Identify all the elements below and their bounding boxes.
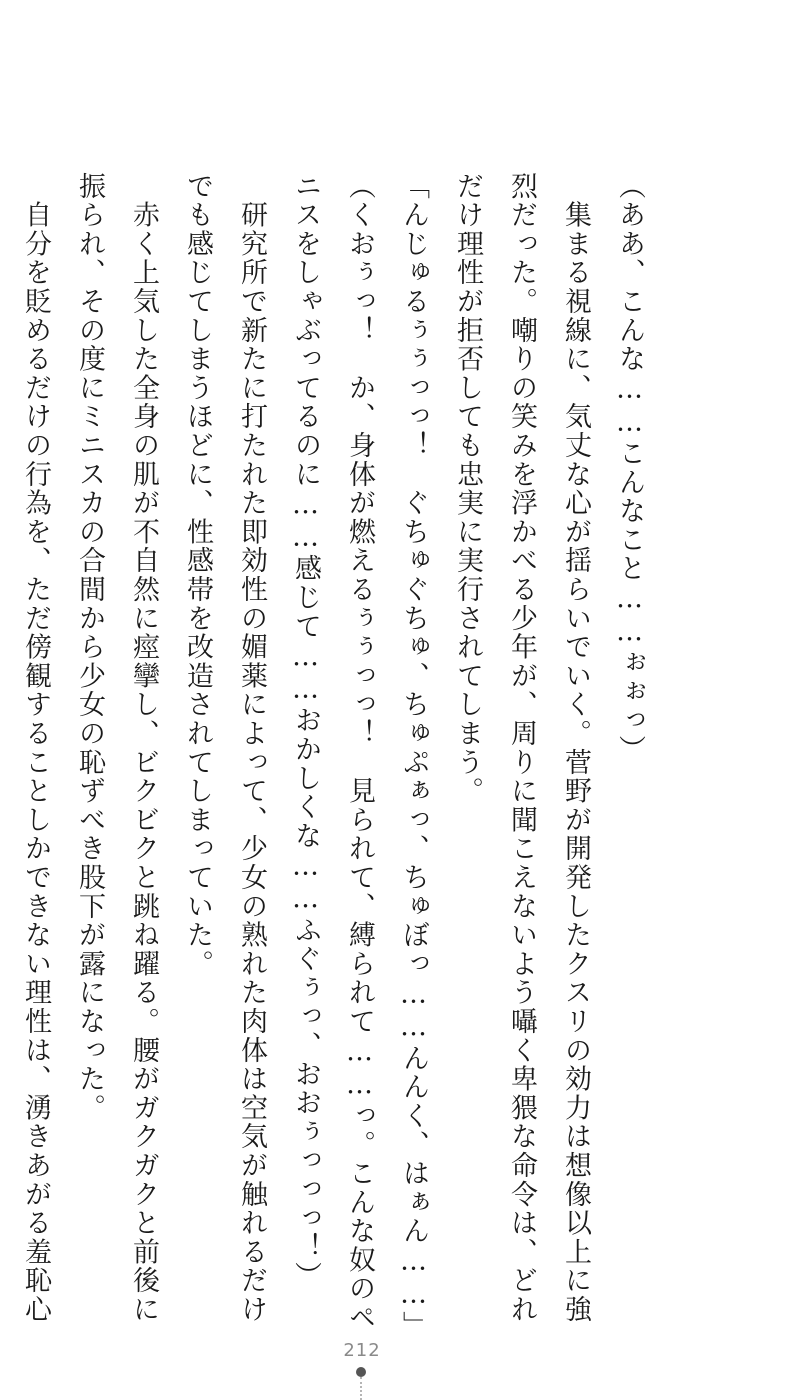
text-line: （くおぅっ！ か、身体が燃えるぅぅっっ！ 見られて、縛られて……っ。こんな奴のペ xyxy=(344,172,375,1332)
vertical-text-body xyxy=(0,172,656,1340)
text-line: 振られ、その度にミニスカの合間から少女の恥ずべき股下が露になった。 xyxy=(74,172,105,1123)
page-marker-dot xyxy=(356,1367,366,1377)
text-line: 研究所で新たに打たれた即効性の媚薬によって、少女の熟れた肉体は空気が触れるだけ xyxy=(236,172,267,1324)
page-marker-line xyxy=(360,1377,364,1400)
text-line: 集まる視線に、気丈な心が揺らいでいく。菅野が開発したクスリの効力は想像以上に強 xyxy=(560,172,591,1324)
text-line: 烈だった。嘲りの笑みを浮かべる少年が、周りに聞こえないよう囁く卑猥な命令は、どれ xyxy=(506,172,537,1324)
text-line: （ああ、こんな……こんなこと……ぉぉっ） xyxy=(614,172,645,764)
text-line: ニスをしゃぶってるのに……感じて……おかしくな……ふぐぅっ、おおぅっっっ！） xyxy=(290,172,321,1291)
text-line: 赤く上気した全身の肌が不自然に痙攣し、ビクビクと跳ね躍る。腰がガクガクと前後に xyxy=(128,172,159,1324)
text-line: 自分を貶めるだけの行為を、ただ傍観することしかできない理性は、湧きあがる羞恥心 xyxy=(20,172,51,1324)
text-line: 「んじゅるぅぅっっ！ ぐちゅぐちゅ、ちゅぷぁっ、ちゅぼっ……んんく、はぁん……」 xyxy=(398,172,429,1340)
text-line: でも感じてしまうほどに、性感帯を改造されてしまっていた。 xyxy=(182,172,213,979)
page-number: 212 xyxy=(343,1340,381,1361)
text-line: だけ理性が拒否しても忠実に実行されてしまう。 xyxy=(452,172,483,806)
text-line xyxy=(0,172,8,1212)
